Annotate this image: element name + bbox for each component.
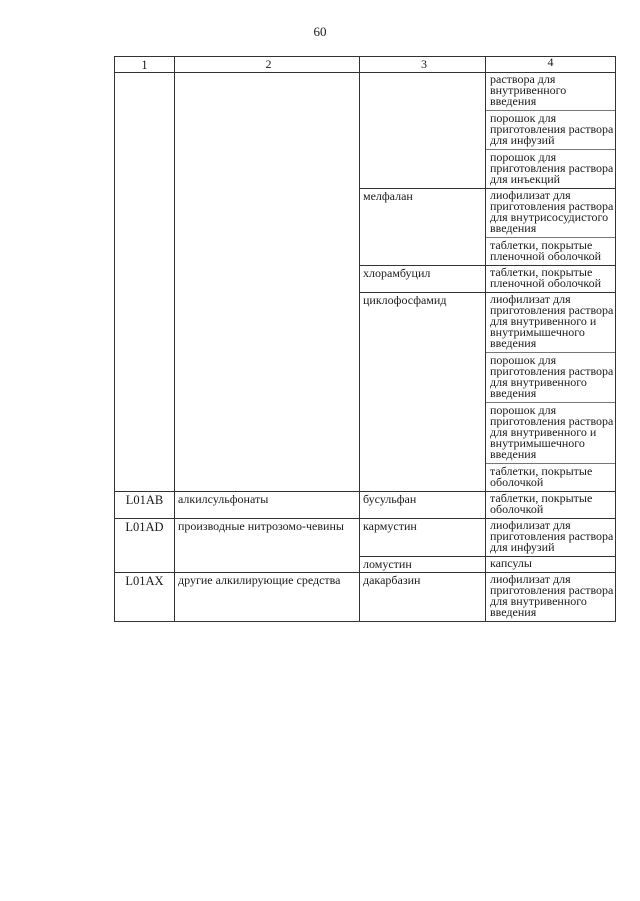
drug-table bbox=[114, 56, 616, 622]
atc-code-cell: L01AB bbox=[115, 492, 175, 519]
drug-name-cell: дакарбазин bbox=[360, 573, 486, 622]
dosage-forms-cell bbox=[486, 293, 616, 492]
column-header-1: 1 bbox=[115, 57, 175, 73]
dosage-forms-cell bbox=[486, 492, 616, 519]
group-name-cell bbox=[175, 73, 360, 492]
dosage-forms-cell bbox=[486, 519, 616, 557]
dosage-form: порошок для приготовления раствора для внутривенного введения bbox=[486, 352, 615, 402]
dosage-form: лиофилизат для приготовления раствора для инфузий bbox=[490, 518, 614, 554]
dosage-form: порошок для приготовления раствора для внутривенного и внутримышечного введения bbox=[486, 402, 615, 463]
dosage-form: порошок для приготовления раствора для инфузий bbox=[486, 110, 615, 149]
dosage-forms-cell bbox=[486, 573, 616, 622]
dosage-form: лиофилизат для приготовления раствора для внутривенного и внутримышечного введения bbox=[490, 292, 614, 350]
table-row bbox=[115, 73, 616, 189]
header-row bbox=[115, 57, 616, 73]
dosage-form: лиофилизат для приготовления раствора для внутрисосудистого введения bbox=[490, 188, 614, 235]
drug-name-cell: кармустин bbox=[360, 519, 486, 557]
table-row bbox=[115, 492, 616, 519]
atc-code-cell: L01AX bbox=[115, 573, 175, 622]
drug-name-cell: хлорамбуцил bbox=[360, 266, 486, 293]
dosage-form: порошок для приготовления раствора для инъекций bbox=[486, 149, 615, 188]
page-number: 60 bbox=[313, 24, 327, 39]
drug-name-cell: бусульфан bbox=[360, 492, 486, 519]
table-row bbox=[115, 573, 616, 622]
column-header-2: 2 bbox=[175, 57, 360, 73]
group-name-cell: алкилсульфонаты bbox=[175, 492, 360, 519]
column-header-3: 3 bbox=[360, 57, 486, 73]
group-name-cell: другие алкилирующие средства bbox=[175, 573, 360, 622]
group-name-cell: производные нитрозомо-чевины bbox=[175, 519, 360, 573]
drug-name-cell: мелфалан bbox=[360, 189, 486, 266]
drug-name-cell: циклофосфамид bbox=[360, 293, 486, 492]
dosage-forms-cell bbox=[486, 73, 616, 189]
dosage-form: таблетки, покрытые пленочной оболочкой bbox=[486, 237, 615, 265]
atc-code-cell: L01AD bbox=[115, 519, 175, 573]
dosage-form: таблетки, покрытые пленочной оболочкой bbox=[490, 265, 602, 290]
drug-name-cell bbox=[360, 73, 486, 189]
dosage-forms-cell bbox=[486, 266, 616, 293]
dosage-forms-cell bbox=[486, 557, 616, 573]
table-row bbox=[115, 519, 616, 557]
dosage-form: капсулы bbox=[490, 556, 532, 570]
atc-code-cell bbox=[115, 73, 175, 492]
dosage-forms-cell bbox=[486, 189, 616, 266]
dosage-form: раствора для внутривенного введения bbox=[490, 72, 567, 108]
dosage-form: лиофилизат для приготовления раствора для внутривенного введения bbox=[490, 572, 614, 619]
dosage-form: таблетки, покрытые оболочкой bbox=[486, 463, 615, 491]
drug-name-cell: ломустин bbox=[360, 557, 486, 573]
dosage-form: таблетки, покрытые оболочкой bbox=[490, 491, 593, 516]
column-header-4: 4 bbox=[486, 57, 616, 73]
